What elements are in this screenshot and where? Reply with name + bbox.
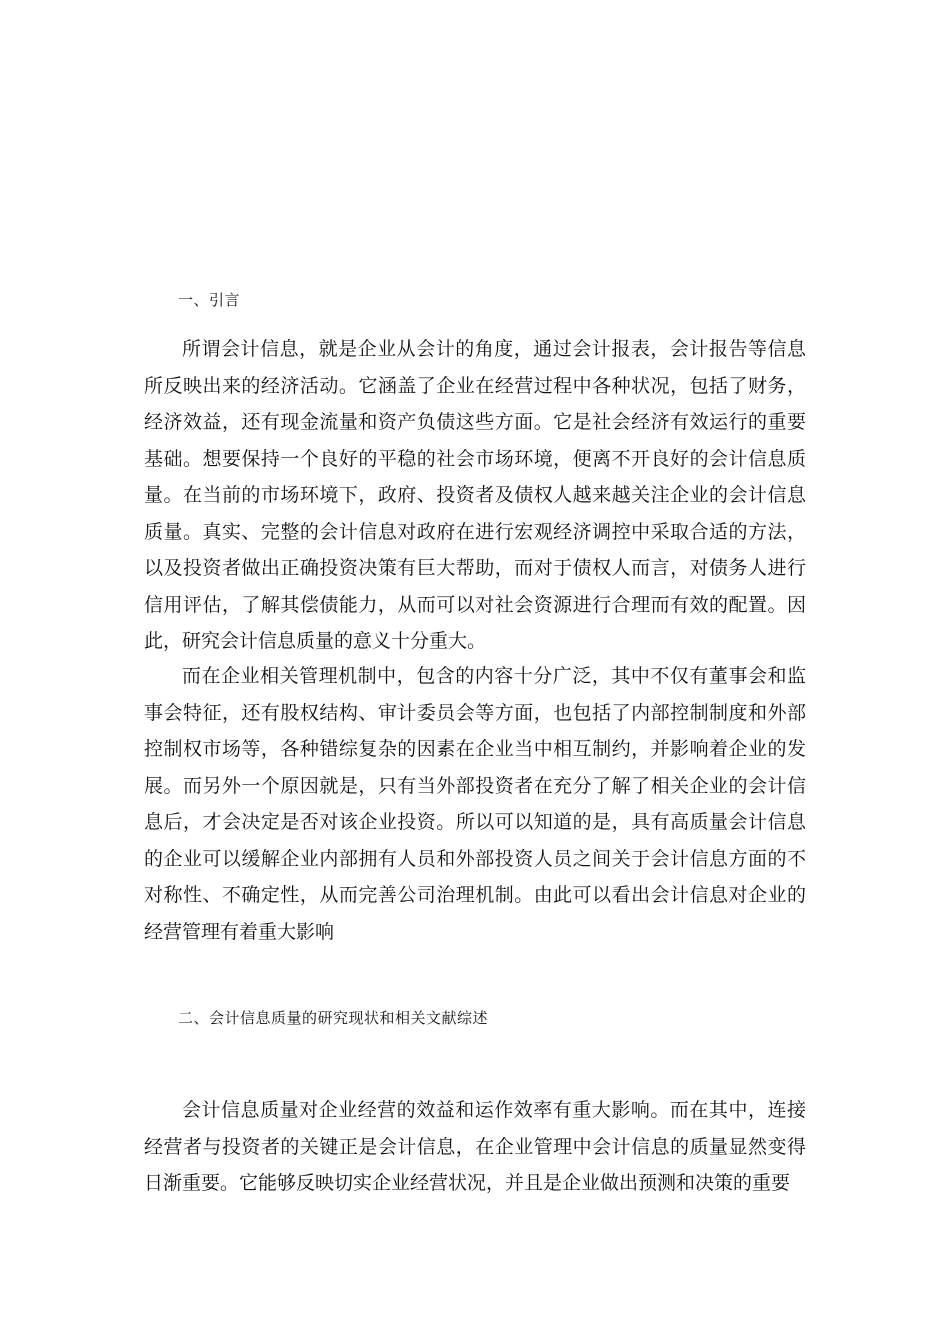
body-paragraph: 而在企业相关管理机制中，包含的内容十分广泛，其中不仅有董事会和监事会特征，还有股权结构、审计委员会等方面，也包括了内部控制制度和外部控制权市场等，各种错综复杂的因素在企业当中相互制约，并影响着企业的发展。而另外一个原因就是，只有当外部投资者在充分了解了相关企业的会计信息后，才会决定是否对该企业投资。所以可以知道的是，具有高质量会计信息的企业可以缓解企业内部拥有人员和外部投资人员之间关于会计信息方面的不对称性、不确定性，从而完善公司治理机制。由此可以看出会计信息对企业的经营管理有着重大影响 xyxy=(144,665,806,943)
body-paragraph: 会计信息质量对企业经营的效益和运作效率有重大影响。而在其中，连接经营者与投资者的关键正是会计信息，在企业管理中会计信息的质量显然变得日渐重要。它能够反映切实企业经营状况，并且是企业做出预测和决策的重要 xyxy=(144,1099,806,1194)
section-heading-introduction: 一、引言 xyxy=(178,291,241,309)
section-heading-literature-review: 二、会计信息质量的研究现状和相关文献综述 xyxy=(178,1009,489,1027)
body-paragraph: 所谓会计信息，就是企业从会计的角度，通过会计报表，会计报告等信息所反映出来的经济活动。它涵盖了企业在经营过程中各种状况，包括了财务，经济效益，还有现金流量和资产负债这些方面。它是社会经济有效运行的重要基础。想要保持一个良好的平稳的社会市场环境，便离不开良好的会计信息质量。在当前的市场环境下，政府、投资者及债权人越来越关注企业的会计信息质量。真实、完整的会计信息对政府在进行宏观经济调控中采取合适的方法，以及投资者做出正确投资决策有巨大帮助，而对于债权人而言，对债务人进行信用评估，了解其偿债能力，从而可以对社会资源进行合理而有效的配置。因此，研究会计信息质量的意义十分重大。 xyxy=(144,338,806,652)
